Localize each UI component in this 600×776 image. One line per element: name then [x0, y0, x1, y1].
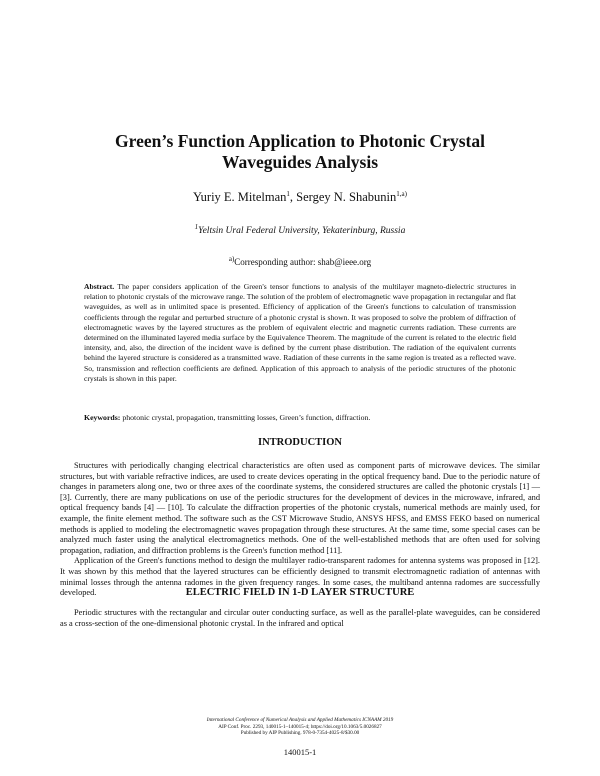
title-line-1: Green’s Function Application to Photonic Crystal [115, 131, 485, 151]
footer-proceedings: AIP Conf. Proc. 2293, 140015-1–140015-4; https://doi.org/10.1063/5.0026827 [218, 723, 382, 730]
paragraph: Structures with periodically changing electrical characteristics are often used as component parts of microwave devices. The similar structures, but with variable refractive indices, are used to create devices operating in the optical frequency band. Due to the periodic nature of changes in parameters along one, two or three axes of the coordinate systems, the considered structures are called the photonic crystals [1] — [3]. Currently, there are many publications on use of the periodic structures for the development of devices in the microwave, infrared, and optical frequency bands [4] — [10]. To calculate the diffraction properties of the photonic crystals, numerical methods are mainly used, for example, the finite element method. The software such as the CST Microwave Studio, ANSYS HFSS, and EMSS FEKO based on numerical methods is applied to modeling the electromagnetic waves propagation through these structures. At the same time, some special cases can be analyzed much faster using the analytical electromagnetics methods. One of the well-established methods that are often used for solving propagation, radiation, and diffraction problems is the Green's function method [11]. [60, 461, 540, 555]
corresponding-text: Corresponding author: shab@ieee.org [234, 257, 372, 267]
author-name: Yuriy E. Mitelman [193, 190, 287, 205]
paper-title [60, 131, 540, 173]
keywords-label: Keywords: [84, 413, 121, 422]
paragraph: Application of the Green's functions method to design the multilayer radio-transparent radomes for antenna systems was proposed in [12]. It was shown by this method that the layered structures can be efficiently designed to transmit electromagnetic radiation of antennas with minimal losses through the antenna radomes in the given frequency ranges. In some cases, the multiband antenna radomes are successfully developed. [60, 556, 540, 598]
affiliation-text: Yeltsin Ural Federal University, Yekaterinburg, Russia [198, 226, 406, 237]
page-number: 140015-1 [283, 747, 317, 757]
page-footer [60, 717, 540, 737]
author-list [60, 187, 540, 205]
abstract [84, 282, 516, 384]
abstract-text: The paper considers application of the Green's tensor functions to analysis of the multilayer magneto-dielectric structures in relation to photonic crystals of the microwave range. The solution of the problem of electromagnetic wave propagation in rectangular and flat waveguides, as well as in unlimited space is presented. Efficiency of application of the Green's functions to calculation of transmission coefficients through the regular and perturbed structure of a photonic crystal is shown. It was proposed to solve the problem of diffraction of electromagnetic waves by the layered structures as the problem of equivalent electric and magnetic currents radiation. These currents are determined on the illuminated layered media surface by the Equivalence Theorem. The magnitude of the current is related to the electric field intensity, and, also, the direction of the incident wave is defined by the current phase distribution. The radiation of the equivalent currents behind the layered structure is considered as a transmitted wave. Radiation of these currents in the same region is treated as a reflected wave. So, transmission and reflection coefficients are defined. Application of this approach to analysis of the periodic structures of the photonic crystals is shown in this paper. [84, 282, 517, 383]
introduction-body [60, 461, 540, 599]
keywords [84, 413, 516, 423]
keywords-text: photonic crystal, propagation, transmitting losses, Green’s function, diffraction. [122, 413, 371, 422]
affiliation [60, 221, 540, 237]
corresponding-mark: a) [228, 255, 235, 263]
title-line-2: Waveguides Analysis [221, 152, 379, 172]
footer-conference: International Conference of Numerical Analysis and Applied Mathematics ICNAAM 2019 [206, 717, 394, 723]
abstract-label: Abstract. [84, 282, 115, 291]
author-affiliation-mark: 1,a) [396, 190, 407, 198]
section-heading-electric-field: ELECTRIC FIELD IN 1-D LAYER STRUCTURE [185, 587, 415, 598]
section-heading-introduction: INTRODUCTION [257, 437, 342, 448]
author-affiliation-mark: 1 [286, 190, 290, 198]
author-name: Sergey N. Shabunin [296, 190, 397, 205]
corresponding-author [60, 253, 540, 268]
electric-field-body [60, 608, 540, 629]
paragraph: Periodic structures with the rectangular and circular outer conducting surface, as well as the parallel-plate waveguides, can be considered as a cross-section of the one-dimensional photonic crystal. In the infrared and optical [60, 608, 540, 628]
footer-publisher: Published by AIP Publishing. 978-0-7354-4025-8/$30.00 [240, 730, 360, 737]
affiliation-mark: 1 [194, 223, 199, 231]
author-separator: , [289, 190, 297, 205]
